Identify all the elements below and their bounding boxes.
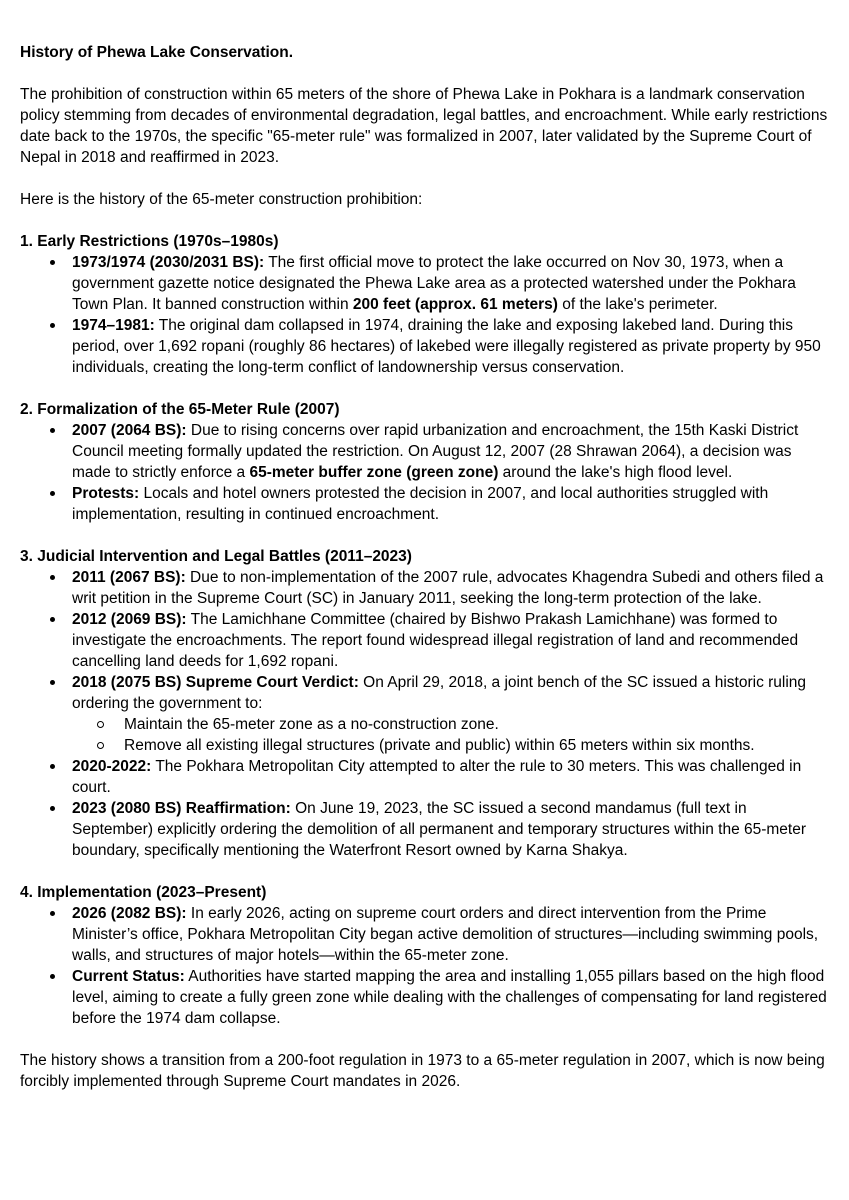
sub-list <box>72 714 829 756</box>
section-early-restrictions <box>20 231 829 378</box>
item-lead: 1974–1981: <box>72 317 155 334</box>
item-lead: 2011 (2067 BS): <box>72 569 186 586</box>
sub-list-item: Maintain the 65-meter zone as a no-construction zone. <box>72 714 829 735</box>
item-text: of the lake's perimeter. <box>557 296 718 313</box>
lead-in-paragraph: Here is the history of the 65-meter construction prohibition: <box>20 191 423 208</box>
closing-paragraph: The history shows a transition from a 200-foot regulation in 1973 to a 65-meter regulation in 2007, which is now being forcibly implemented through Supreme Court mandates in 2026. <box>20 1052 825 1090</box>
item-text: The Lamichhane Committee (chaired by Bishwo Prakash Lamichhane) was formed to investigate the encroachments. The report found widespread illegal registration of land and recommended cancelling land deeds for 1,692 ropani. <box>72 611 799 670</box>
item-text: The Pokhara Metropolitan City attempted to alter the rule to 30 meters. This was challenged in court. <box>72 758 802 796</box>
document-title: History of Phewa Lake Conservation. <box>20 44 294 61</box>
sub-list-item: Remove all existing illegal structures (private and public) within 65 meters within six months. <box>72 735 829 756</box>
item-lead: 2023 (2080 BS) Reaffirmation: <box>72 800 291 817</box>
bullet-list <box>20 903 829 1029</box>
bullet-list <box>20 252 829 378</box>
intro-paragraph: The prohibition of construction within 65 meters of the shore of Phewa Lake in Pokhara is a landmark conservation policy stemming from decades of environmental degradation, legal battles, and encroachment. While early restrictions date back to the 1970s, the specific "65-meter rule" was formalized in 2007, later validated by the Supreme Court of Nepal in 2018 and reaffirmed in 2023. <box>20 86 828 166</box>
item-emphasis: 65-meter buffer zone (green zone) <box>249 464 499 481</box>
item-text: In early 2026, acting on supreme court orders and direct intervention from the Prime Minister’s office, Pokhara Metropolitan City began active demolition of structures—including swimming pools, walls, and structures of major hotels—within the 65-meter zone. <box>72 905 819 964</box>
item-text: The original dam collapsed in 1974, draining the lake and exposing lakebed land. During this period, over 1,692 ropani (roughly 86 hectares) of lakebed were illegally registered as private property by 950 individuals, creating the long-term conflict of landownership versus conservation. <box>72 317 821 376</box>
list-item <box>20 483 829 525</box>
item-text: around the lake's high flood level. <box>498 464 733 481</box>
list-item <box>20 798 829 861</box>
list-item <box>20 672 829 756</box>
bullet-list <box>20 567 829 861</box>
item-lead: 2012 (2069 BS): <box>72 611 187 628</box>
item-text: Due to rising concerns over rapid urbanization and encroachment, the 15th Kaski District Council meeting formally updated the restriction. On August 12, 2007 (28 Shrawan 2064), a decision was made to strictly enforce a <box>72 422 799 481</box>
item-emphasis: 200 feet (approx. 61 meters) <box>352 296 558 313</box>
section-heading: 3. Judicial Intervention and Legal Battles (2011–2023) <box>20 548 412 565</box>
item-text: Due to non-implementation of the 2007 rule, advocates Khagendra Subedi and others filed a writ petition in the Supreme Court (SC) in January 2011, seeking the long-term protection of the lake. <box>72 569 824 607</box>
list-item <box>20 252 829 315</box>
item-text: On June 19, 2023, the SC issued a second mandamus (full text in September) explicitly ordering the demolition of all permanent and temporary structures within the 65-meter boundary, specifically mentioning the Waterfront Resort owned by Karna Shakya. <box>72 800 807 859</box>
list-item <box>20 567 829 609</box>
list-item <box>20 420 829 483</box>
item-lead: 2007 (2064 BS): <box>72 422 187 439</box>
item-text: Authorities have started mapping the area and installing 1,055 pillars based on the high flood level, aiming to create a fully green zone while dealing with the challenges of compensating for land registered before the 1974 dam collapse. <box>72 968 827 1027</box>
section-judicial-intervention <box>20 546 829 861</box>
item-lead: 2020-2022: <box>72 758 152 775</box>
item-lead: 2018 (2075 BS) Supreme Court Verdict: <box>72 674 359 691</box>
section-implementation <box>20 882 829 1029</box>
list-item <box>20 756 829 798</box>
section-heading: 4. Implementation (2023–Present) <box>20 884 267 901</box>
bullet-list <box>20 420 829 525</box>
section-heading: 2. Formalization of the 65-Meter Rule (2007) <box>20 401 340 418</box>
section-heading: 1. Early Restrictions (1970s–1980s) <box>20 233 279 250</box>
list-item <box>20 966 829 1029</box>
section-formalization <box>20 399 829 525</box>
list-item <box>20 609 829 672</box>
item-text: Locals and hotel owners protested the decision in 2007, and local authorities struggled with implementation, resulting in continued encroachment. <box>72 485 769 523</box>
item-lead: Protests: <box>72 485 140 502</box>
item-lead: 2026 (2082 BS): <box>72 905 187 922</box>
item-text: On April 29, 2018, a joint bench of the SC issued a historic ruling ordering the government to: <box>72 674 807 712</box>
item-lead: 1973/1974 (2030/2031 BS): <box>72 254 265 271</box>
item-text: The first official move to protect the lake occurred on Nov 30, 1973, when a government gazette notice designated the Phewa Lake area as a protected watershed under the Pokhara Town Plan. It banned construction within <box>72 254 796 313</box>
item-lead: Current Status: <box>72 968 185 985</box>
list-item <box>20 315 829 378</box>
list-item <box>20 903 829 966</box>
